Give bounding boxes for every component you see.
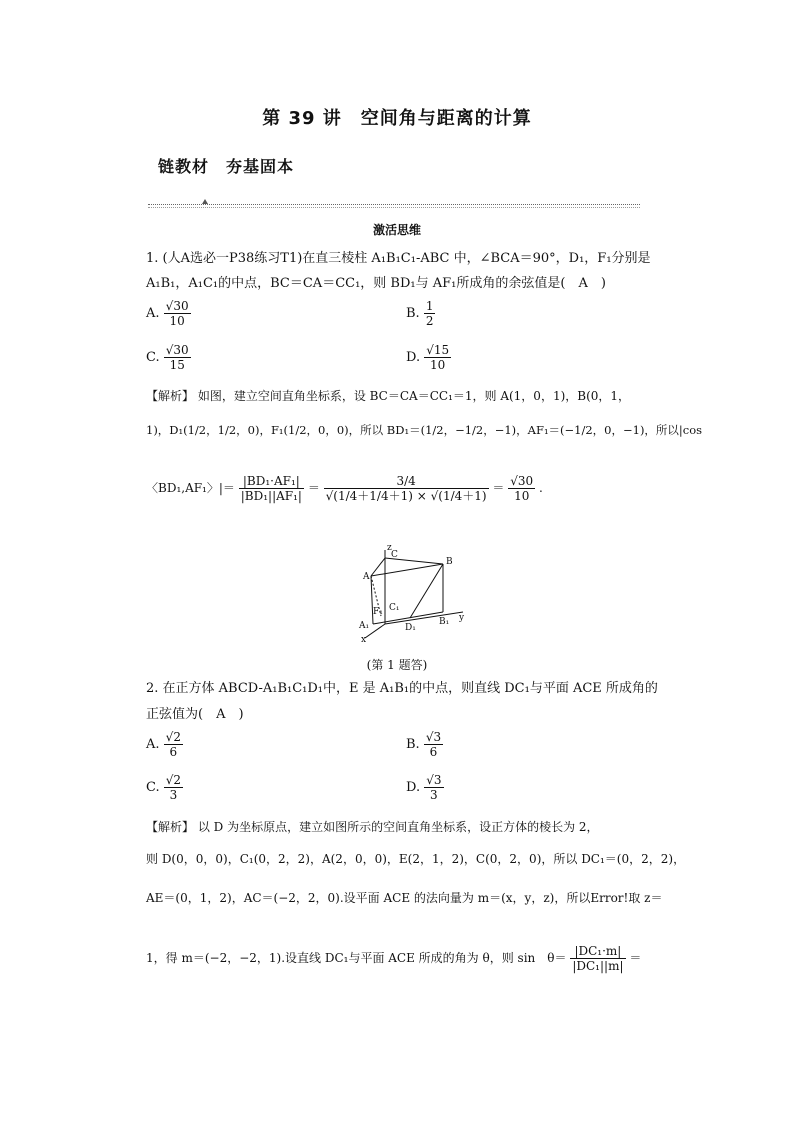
option-numerator: √2 [165, 730, 181, 744]
divider-line-2 [148, 207, 640, 208]
q2-solution-line1: 【解析】 以 D 为坐标原点，建立如图所示的空间直角坐标系，设正方体的棱长为 2， [146, 820, 599, 834]
option-numerator: √30 [165, 299, 189, 313]
y-axis [385, 612, 463, 624]
q1-solution-line3 [146, 468, 543, 508]
option-letter: D. [406, 780, 421, 795]
figure-label: A₁ [359, 621, 370, 631]
option-letter: A. [146, 306, 160, 321]
edge-ab [371, 564, 443, 576]
option-numerator: √2 [165, 773, 182, 787]
option-denominator: 3 [430, 788, 438, 802]
q2-option-a [146, 730, 183, 759]
period: . [539, 481, 543, 495]
figure-label: C [391, 550, 398, 560]
figure-label: D₁ [405, 623, 416, 633]
q2-option-d [406, 773, 444, 802]
option-numerator: √3 [425, 730, 442, 744]
q1-stem-line2: A₁B₁，A₁C₁的中点，BC＝CA＝CC₁，则 BD₁与 AF₁所成角的余弦值是( A ) [146, 276, 606, 291]
edge-ca [371, 558, 385, 576]
option-denominator: 6 [429, 745, 438, 759]
fraction-denominator: |BD₁||AF₁| [240, 489, 302, 503]
q1-stem-line1: 1. (人A选必一P38练习T1)在直三棱柱 A₁B₁C₁-ABC 中，∠BCA＝90°，D₁，F₁分别是 [146, 251, 651, 266]
q2-option-b [406, 730, 443, 759]
option-numerator: √15 [426, 343, 450, 357]
q1-option-a [146, 299, 191, 328]
fraction-denominator: √(1/4＋1/4＋1) × √(1/4＋1) [325, 489, 487, 503]
figure-caption: (第 1 题答) [366, 658, 428, 672]
figure-label: F₁ [373, 607, 383, 617]
q1-option-b [406, 299, 435, 328]
q1-option-c [146, 343, 191, 372]
equals-sign: ＝ [492, 481, 505, 495]
figure-label: B [446, 557, 453, 567]
figure-label: z [387, 543, 392, 553]
q2-solution-line3: AE＝(0，1，2)，AC＝(−2，2，0).设平面 ACE 的法向量为 m＝(x，y，z)，所以Error!取 z＝ [146, 891, 663, 905]
figure-label: C₁ [389, 603, 400, 613]
option-numerator: 1 [425, 299, 434, 313]
q2-stem-line1: 2. 在正方体 ABCD-A₁B₁C₁D₁中，E 是 A₁B₁的中点，则直线 DC₁与平面 ACE 所成角的 [146, 681, 658, 696]
solution-cos-label: 〈BD₁,AF₁〉|＝ [146, 481, 235, 495]
figure-label: y [459, 613, 465, 623]
option-numerator: √3 [426, 773, 442, 787]
q2-solution-line2: 则 D(0，0，0)，C₁(0，2，2)，A(2，0，0)，E(2，1，2)，C(0，2，0)，所以 DC₁＝(0，2，2)， [146, 852, 686, 866]
option-letter: D. [406, 350, 421, 365]
fraction-denominator: |DC₁||m| [572, 959, 624, 973]
subsection-heading: 激活思维 [372, 223, 421, 237]
prism-figure [355, 542, 475, 644]
fraction-numerator: 3/4 [324, 474, 489, 489]
q1-solution-line1: 【解析】 如图，建立空间直角坐标系，设 BC＝CA＝CC₁＝1，则 A(1，0，1)，B(0，1， [146, 389, 631, 403]
equals-sign: ＝ [629, 951, 642, 965]
figure-label: A [363, 572, 370, 582]
option-letter: A. [146, 737, 160, 752]
option-numerator: √30 [165, 343, 189, 357]
figure-label: B₁ [439, 617, 450, 627]
figure-label: x [361, 635, 367, 644]
fraction-denominator: 10 [514, 489, 530, 503]
page-title: 第 39 讲 空间角与距离的计算 [262, 108, 532, 129]
option-denominator: 6 [169, 745, 178, 759]
fraction-numerator: |DC₁·m| [570, 944, 625, 959]
equals-sign: ＝ [307, 481, 320, 495]
option-letter: C. [146, 350, 160, 365]
q1-solution-line2: 1)，D₁(1/2，1/2，0)，F₁(1/2，0，0)，所以 BD₁＝(1/2，−1/2，−1)，AF₁＝(−1/2，0，−1)，所以|cos [146, 423, 703, 437]
q2-stem-line2: 正弦值为( A ) [146, 707, 244, 722]
option-letter: B. [406, 306, 420, 321]
option-letter: C. [146, 780, 160, 795]
option-denominator: 15 [169, 358, 185, 372]
option-denominator: 2 [425, 314, 434, 328]
section-heading: 链教材 夯基固本 [158, 157, 295, 176]
solution-sin-text: 1，得 m＝(−2，−2，1).设直线 DC₁与平面 ACE 所成的角为 θ，则 sin θ＝ [146, 951, 567, 965]
q2-option-c [146, 773, 183, 802]
q1-option-d [406, 343, 451, 372]
segment-bd1 [410, 564, 443, 618]
q2-solution-line4 [146, 938, 641, 978]
option-denominator: 10 [169, 314, 185, 328]
option-denominator: 10 [430, 358, 446, 372]
divider-line [148, 204, 640, 205]
fraction-numerator: √30 [510, 474, 534, 488]
option-letter: B. [406, 737, 420, 752]
fraction-numerator: |BD₁·AF₁| [239, 474, 304, 489]
option-denominator: 3 [169, 788, 178, 802]
